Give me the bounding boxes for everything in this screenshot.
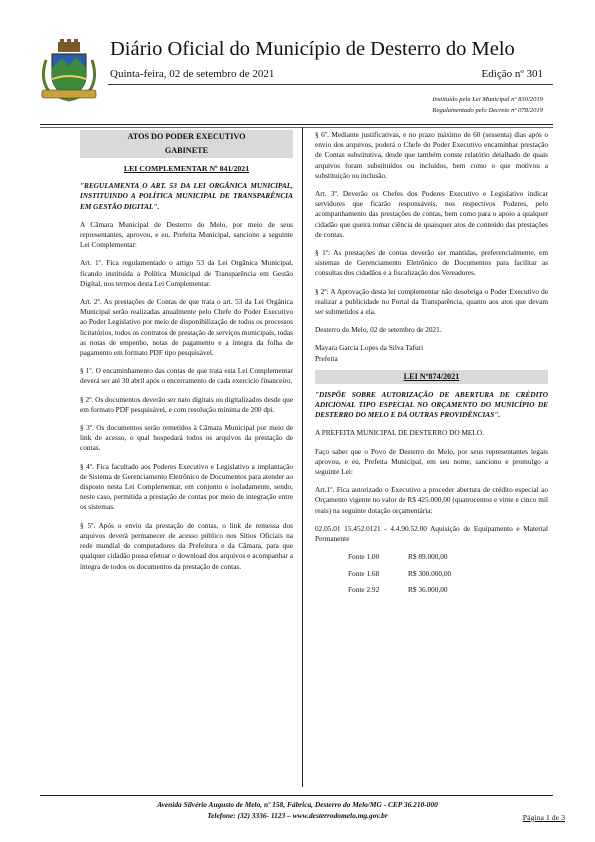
header-rule <box>108 84 553 85</box>
paragraph: § 4º. Fica facultado aos Poderes Executivo e Legislativo a implantação de Sistema de Gerenciamento Eletrônico de Documentos para atender ao disposto nesta Lei Complementar, em conjunto e isoladamente, sendo, neste caso, permitida a prestação de contas por meio de integração entre os sistemas. <box>80 461 293 512</box>
issue-date: Quinta-feira, 02 de setembro de 2021 <box>110 68 275 80</box>
right-column <box>315 130 548 601</box>
paragraph: Art. 1º. Fica regulamentado o artigo 53 da Lei Orgânica Municipal, ficando instituída a Política Municipal de Transparência em Gestão Digital, nos termos desta Lei Complementar. <box>80 258 293 288</box>
place-date: Desterro do Melo, 02 de setembro de 2021. <box>315 325 442 335</box>
footer-address: Avenida Silvério Augusto de Melo, nº 158, Fábrica, Desterro do Melo/MG - CEP 36.210-000 <box>157 800 438 809</box>
law2-title-text: LEI Nº874/2021 <box>403 371 460 381</box>
paragraph: § 1º. O encaminhamento das contas de que trata esta Lei Complementar deverá ser até 30 abril após o encerramento de cada exercício financeiro. <box>80 366 293 386</box>
page-number: Página 1 de 3 <box>522 813 565 822</box>
footer-rule <box>40 795 553 796</box>
content-top-rule <box>40 124 553 125</box>
left-column <box>80 130 293 580</box>
law2-title <box>315 370 548 384</box>
paragraph: § 5º. Após o envio da prestação de contas, o link de remessa dos arquivos deverá permanecer de acesso público nos Sítios Oficiais na rede mundial de computadores da Prefeitura e da Câmara, para que qualquer cidadão possa efetuar o download dos arquivos e acompanhar a íntegra de todos os documentos da prestação de contas. <box>80 520 293 571</box>
municipal-coat-of-arms-logo <box>38 38 100 102</box>
fonte-value: R$ 36.000,00 <box>408 584 448 594</box>
paragraph: A PREFEITA MUNICIPAL DE DESTERRO DO MELO. <box>315 428 484 438</box>
section-subheading: GABINETE <box>80 144 293 158</box>
paragraph: Art. 2º. As prestações de Contas de que trata o art. 53 da Lei Orgânica Municipal serão realizadas anualmente pelo Chefe do Poder Executivo ao Poder Legislativo por meio de disponibilização de todos os processos licitatórios, todos os contratos de prestação de serviços municipais, todas as notas de empenho, notas de pagamento e a íntegra da folha de pagamento em formato PDF tipo pesquisável. <box>80 297 293 358</box>
fonte-label: Fonte 1.00 <box>348 552 380 562</box>
institution-law-line: Instituído pela Lei Municipal nº 830/2019 <box>432 96 543 103</box>
fonte-label: Fonte 1.68 <box>348 568 380 578</box>
signer-role: Prefeita <box>315 353 338 363</box>
column-divider <box>302 127 303 787</box>
content-top-rule-thin <box>40 127 553 128</box>
paragraph: § 2º: A Aprovação desta lei complementar não desobriga o Poder Executivo de realizar a publicidade no Portal da Transparência, quanto aos atos que devam ser submetidos a ela. <box>315 286 548 317</box>
edition-number: Edição nº 301 <box>481 68 543 80</box>
paragraph: § 3º. Os documentos serão remetidos à Câmara Municipal por meio de link de acesso, o qual hospedará todos os arquivos da prestação de contas. <box>80 423 293 453</box>
fonte-row <box>315 552 548 562</box>
paragraph: Art. 3º. Deverão os Chefes dos Poderes Executivo e Legislativo indicar servidores que ficarão responsáveis, nos respectivos Poderes, pelo acompanhamento das prestações de contas, bem como para o apoio a qualquer cidadão que queira tomar ciência de quaisquer atos de conteúdo das prestações de contas. <box>315 189 548 239</box>
regulation-decree-line: Regulamentado pelo Decreto nº 078/2019 <box>432 107 543 114</box>
fonte-value: R$ 300.000,00 <box>408 568 452 578</box>
signer-name: Mayara Garcia Lopes da Silva Tafuri <box>315 343 424 353</box>
fonte-value: R$ 89.000,00 <box>408 552 448 562</box>
paragraph: A Câmara Municipal de Desterro do Melo, por meio de seus representantes, aprovou, e eu, Prefeita Municipal, sanciono a seguinte Lei Complementar: <box>80 219 293 250</box>
fonte-label: Fonte 2.92 <box>348 584 380 594</box>
paragraph: Faço saber que o Povo de Desterro do Melo, por seus representantes legais aprovou, e eu, Prefeita Municipal, em seu nome, sanciono e promulgo a seguinte Lei: <box>315 446 548 477</box>
fonte-row <box>315 585 548 595</box>
law-title: LEI COMPLEMENTAR Nº 841/2021 <box>123 164 250 173</box>
newspaper-title: Diário Oficial do Município de Desterro do Melo <box>110 38 515 60</box>
fonte-row <box>315 569 548 579</box>
paragraph: § 1º: As prestações de contas deverão ser mantidas, preferencialmente, em sistemas de Gerenciamento Eletrônico de Documentos para facilitar as consultas dos cidadãos e a fiscalização dos Vereadores. <box>315 248 548 278</box>
paragraph: § 2º. Os documentos deverão ser nato digitais ou digitalizados desde que em formato PDF pesquisável, e com resolução mínima de 200 dpi. <box>80 394 293 414</box>
paragraph: Art.1º. Fica autorizado o Executivo a proceder abertura de crédito especial ao Orçamento vigente no valor de R$ 425.000,00 (quatrocentos e vinte e cinco mil reais) na seguinte dotação orçamentária: <box>315 485 548 515</box>
paragraph: § 6º. Mediante justificativas, e no prazo máximo de 60 (sessenta) dias após o envio dos arquivos, poderá o Chefe do Poder Executivo encaminhar prestação de Contas substitutiva, desde que também conste relatório detalhado de quais arquivos foram substituídos ou incluídos, bem como o que motivou a substituição ou inclusão. <box>315 130 548 180</box>
footer-contact: Telefone: (32) 3336- 1123 – www.desterrodomelo.mg.gov.br <box>207 811 388 820</box>
law-ementa: "REGULAMENTA O ART. 53 DA LEI ORGÂNICA MUNICIPAL, INSTITUINDO A POLÍTICA MUNICIPAL DE TRANSPARÊNCIA EM GESTÃO DIGITAL". <box>80 181 293 211</box>
signature-block <box>315 343 548 363</box>
section-heading: ATOS DO PODER EXECUTIVO <box>80 130 293 144</box>
law2-ementa: "DISPÕE SOBRE AUTORIZAÇÃO DE ABERTURA DE CRÉDITO ADICIONAL TIPO ESPECIAL NO ORÇAMENTO DO MUNICÍPIO DE DESTERRO DO MELO E DÁ OUTRAS PROVIDÊNCIAS". <box>315 389 548 420</box>
paragraph: 02.05.01 15.452.0121 - 4.4.90.52.00 Aquisição de Equipamento e Material Permanente <box>315 523 548 544</box>
